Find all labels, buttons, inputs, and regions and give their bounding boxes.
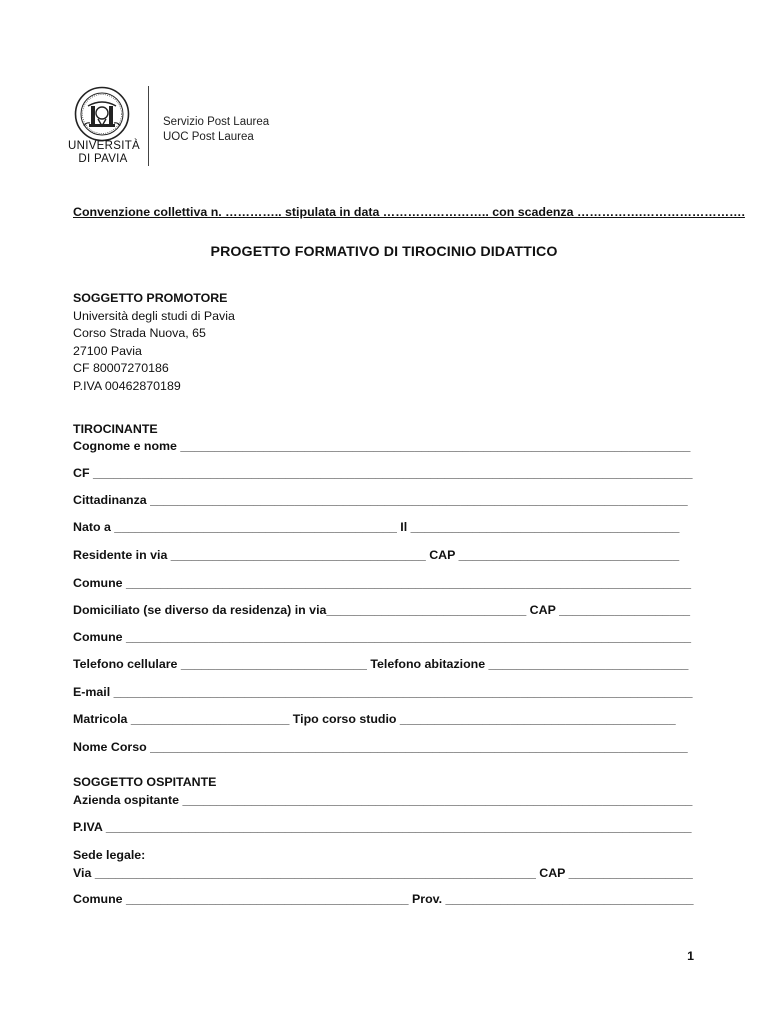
field-tax-code[interactable]: CF _______________________________________________________________________________________ [73, 466, 693, 480]
host-heading: SOGGETTO OSPITANTE [73, 775, 217, 789]
promoter-line: Corso Strada Nuova, 65 [73, 326, 206, 341]
field-host-vat[interactable]: P.IVA _____________________________________________________________________________________ [73, 820, 692, 834]
promoter-heading: SOGGETTO PROMOTORE [73, 291, 228, 305]
legal-seat-heading: Sede legale: [73, 848, 146, 862]
field-full-name[interactable]: Cognome e nome __________________________________________________________________________ [73, 439, 691, 453]
university-name-line2: DI PAVIA [78, 153, 128, 165]
page-number: 1 [687, 949, 694, 963]
promoter-line: CF 80007270186 [73, 361, 169, 376]
header-divider [148, 86, 149, 166]
promoter-line: P.IVA 00462870189 [73, 378, 181, 393]
letterhead [68, 84, 308, 174]
field-host-street[interactable]: Via ________________________________________________________________ CAP __________________ [73, 866, 693, 880]
service-line1: Servizio Post Laurea [163, 116, 270, 128]
university-seal-logo [74, 86, 130, 142]
field-phones[interactable]: Telefono cellulare ___________________________ Telefono abitazione _____________________________ [73, 657, 689, 671]
field-domicile-city[interactable]: Comune __________________________________________________________________________________ [73, 630, 692, 644]
field-email[interactable]: E-mail ____________________________________________________________________________________ [73, 685, 693, 699]
field-course-name[interactable]: Nome Corso ______________________________________________________________________________ [73, 740, 688, 754]
field-host-city[interactable]: Comune _________________________________________ Prov. ____________________________________ [73, 892, 694, 906]
field-host-company[interactable]: Azienda ospitante __________________________________________________________________________ [73, 793, 693, 807]
promoter-section [73, 290, 235, 396]
service-line2: UOC Post Laurea [163, 131, 254, 143]
university-name-line1: UNIVERSITÀ [68, 140, 141, 152]
field-birth-place-date[interactable]: Nato a _________________________________________ Il _______________________________________ [73, 520, 680, 534]
promoter-line: 27100 Pavia [73, 343, 142, 358]
field-student-id[interactable]: Matricola _______________________ Tipo corso studio ________________________________________ [73, 712, 676, 726]
field-domicile[interactable]: Domiciliato (se diverso da residenza) in via_____________________________ CAP ___________________ [73, 603, 690, 617]
convention-line: Convenzione collettiva n. ………….. stipulata in data …………………….. con scadenza …………….……………………. [73, 205, 745, 219]
field-citizenship[interactable]: Cittadinanza ______________________________________________________________________________ [73, 493, 688, 507]
promoter-line: Università degli studi di Pavia [73, 308, 235, 323]
university-name [68, 140, 141, 166]
document-title: PROGETTO FORMATIVO DI TIROCINIO DIDATTICO [210, 244, 558, 260]
field-residence-city[interactable]: Comune __________________________________________________________________________________ [73, 576, 692, 590]
service-name [163, 115, 269, 145]
trainee-heading: TIROCINANTE [73, 422, 158, 436]
field-residence[interactable]: Residente in via _____________________________________ CAP ________________________________ [73, 548, 680, 562]
